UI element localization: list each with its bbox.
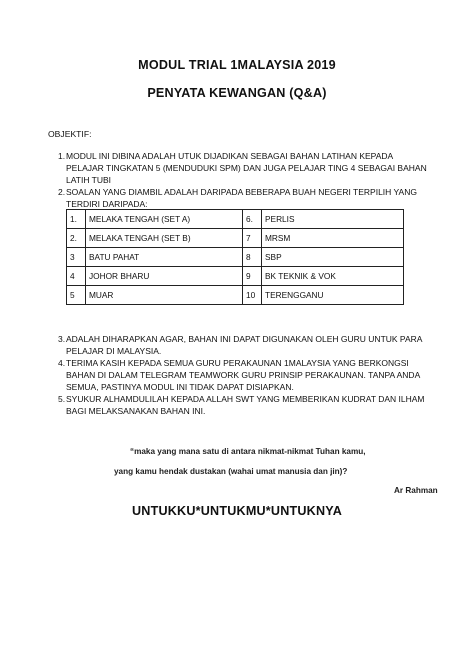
objective-number: 4.	[58, 358, 66, 368]
table-row	[67, 229, 404, 248]
objective-text: TERIMA KASIH KEPADA SEMUA GURU PERAKAUNAN 1MALAYSIA YANG BERKONGSI BAHAN DI DALAM TELEGRAM TEAMWORK GURU PRINSIP PERAKAUNAN. TANPA ANDA SEMUA, PASTINYA MODUL INI TIDAK DAPAT DISIAPKAN.	[66, 358, 420, 392]
objective-text: SOALAN YANG DIAMBIL ADALAH DARIPADA BEBERAPA BUAH NEGERI TERPILIH YANG TERDIRI DARIPADA:	[66, 187, 417, 209]
table-row	[67, 267, 404, 286]
quote-line-1: “maka yang mana satu di antara nikmat-nikmat Tuhan kamu,	[130, 447, 366, 456]
table-row	[67, 286, 404, 305]
footer-slogan: UNTUKKU*UNTUKMU*UNTUKNYA	[131, 504, 343, 518]
row-number: 1.	[67, 210, 86, 229]
state-name: MRSM	[262, 229, 404, 248]
state-name: SBP	[262, 248, 404, 267]
state-name: TERENGGANU	[262, 286, 404, 305]
row-number: 7	[243, 229, 262, 248]
state-name: MELAKA TENGAH (SET B)	[86, 229, 243, 248]
state-name: BATU PAHAT	[86, 248, 243, 267]
state-name: JOHOR BHARU	[86, 267, 243, 286]
objective-item	[48, 333, 428, 357]
objectives-list-top	[48, 150, 428, 210]
state-name: PERLIS	[262, 210, 404, 229]
objective-number: 2.	[58, 187, 66, 197]
table-row	[67, 210, 404, 229]
objective-number: 5.	[58, 394, 66, 404]
row-number: 3	[67, 248, 86, 267]
row-number: 6.	[243, 210, 262, 229]
objectives-list-bottom	[48, 333, 428, 417]
row-number: 2.	[67, 229, 86, 248]
document-title: MODUL TRIAL 1MALAYSIA 2019	[138, 58, 336, 72]
objective-text: MODUL INI DIBINA ADALAH UTUK DIJADIKAN SEBAGAI BAHAN LATIHAN KEPADA PELAJAR TINGKATAN 5 (MENDUDUKI SPM) DAN JUGA PELAJAR TING 4 SEBAGAI BAHAN LATIH TUBI	[66, 151, 427, 185]
objective-text: SYUKUR ALHAMDULILAH KEPADA ALLAH SWT YANG MEMBERIKAN KUDRAT DAN ILHAM BAGI MELAKSANAKAN BAHAN INI.	[66, 394, 425, 416]
objective-item	[48, 357, 428, 393]
table-row	[67, 248, 404, 267]
row-number: 5	[67, 286, 86, 305]
objective-number: 3.	[58, 334, 66, 344]
objective-number: 1.	[58, 151, 66, 161]
row-number: 9	[243, 267, 262, 286]
row-number: 4	[67, 267, 86, 286]
quote-source: Ar Rahman	[394, 486, 438, 495]
quote-line-2: yang kamu hendak dustakan (wahai umat manusia dan jin)?	[114, 467, 348, 476]
objective-text: ADALAH DIHARAPKAN AGAR, BAHAN INI DAPAT DIGUNAKAN OLEH GURU UNTUK PARA PELAJAR DI MALAYSIA.	[66, 334, 422, 356]
objective-item	[48, 150, 428, 186]
row-number: 10	[243, 286, 262, 305]
state-name: MELAKA TENGAH (SET A)	[86, 210, 243, 229]
row-number: 8	[243, 248, 262, 267]
states-table	[66, 209, 404, 305]
objective-item	[48, 393, 428, 417]
document-subtitle: PENYATA KEWANGAN (Q&A)	[147, 86, 327, 100]
objective-item	[48, 186, 428, 210]
state-name: BK TEKNIK & VOK	[262, 267, 404, 286]
objektif-heading: OBJEKTIF:	[48, 129, 92, 139]
state-name: MUAR	[86, 286, 243, 305]
